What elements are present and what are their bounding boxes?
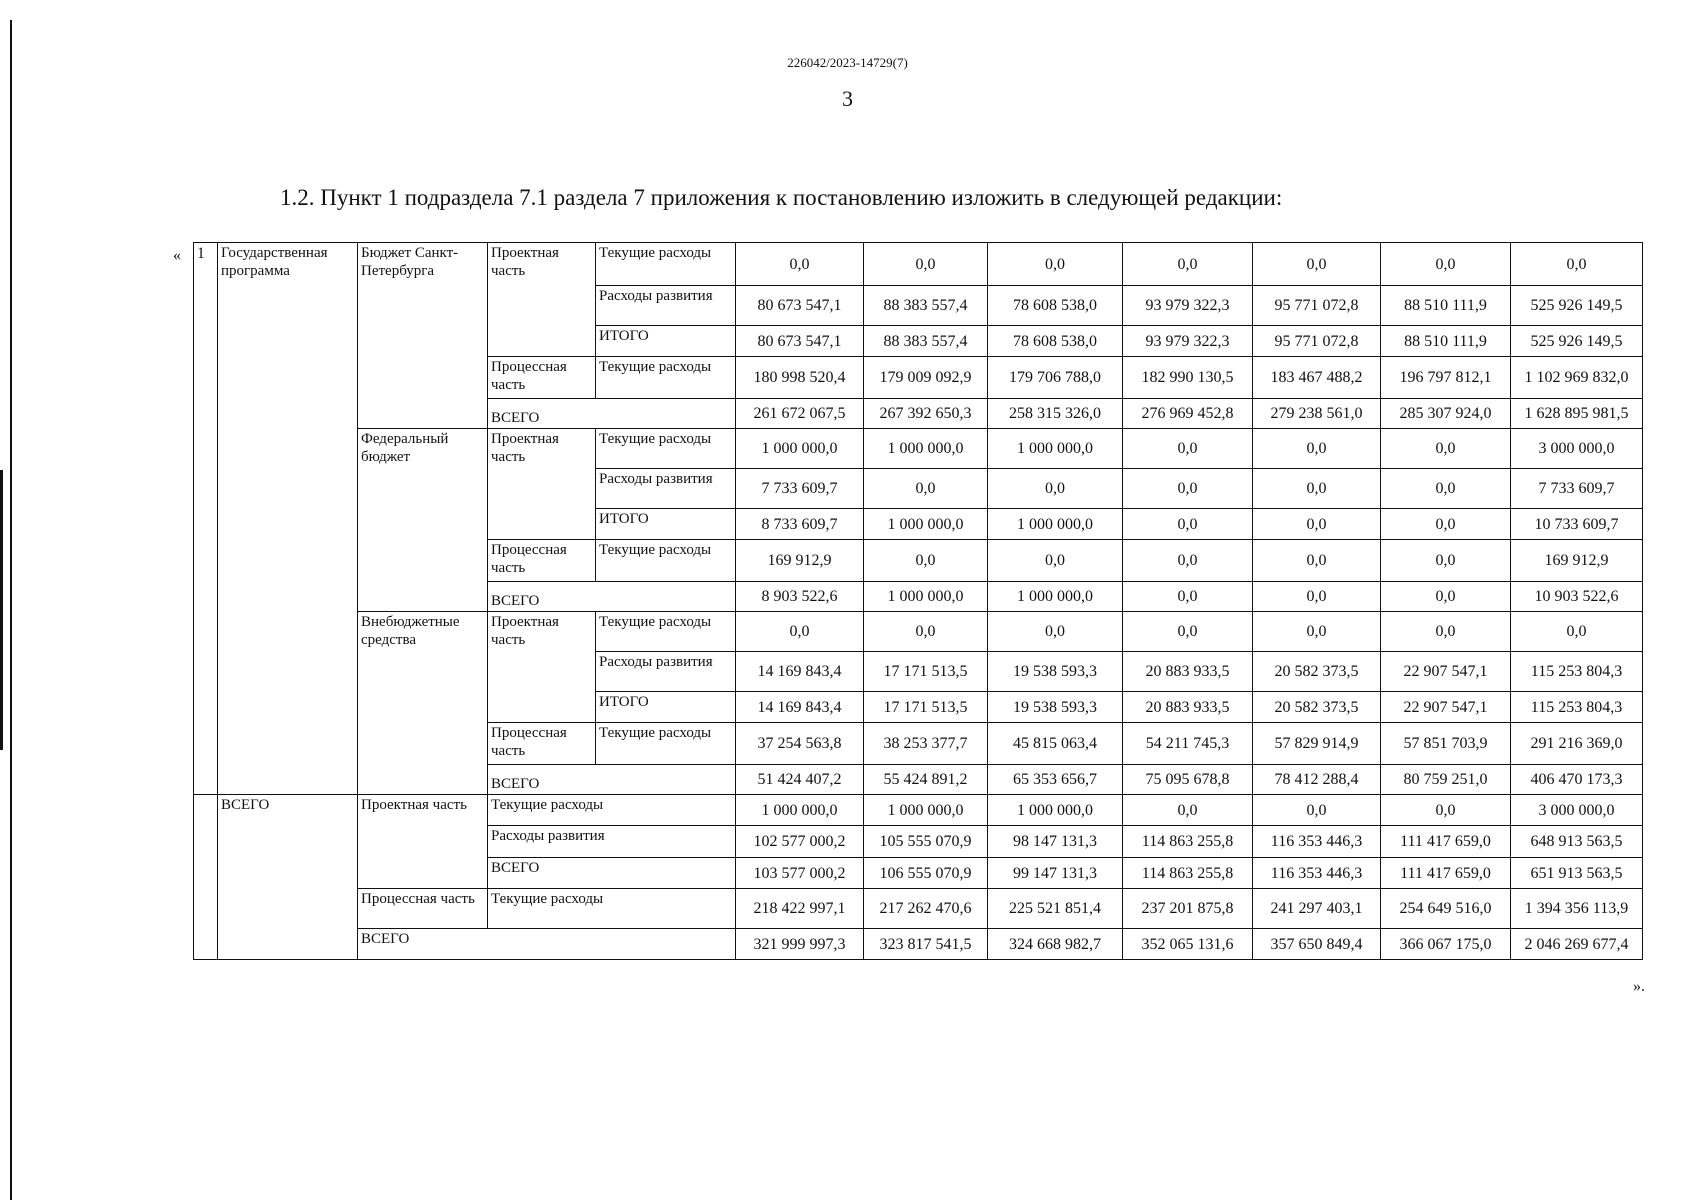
project-itogo-value-6: 88 510 111,9: [1381, 326, 1511, 357]
total-project-current-value-1: 1 000 000,0: [736, 795, 864, 826]
project-current-value-7: 0,0: [1511, 243, 1643, 286]
source-vsego-value-5: 0,0: [1253, 582, 1381, 612]
project-development-value-7: 115 253 804,3: [1511, 652, 1643, 692]
scan-margin-line-left: [10, 20, 12, 1200]
project-development-value-5: 95 771 072,8: [1253, 286, 1381, 326]
project-development-value-2: 0,0: [864, 469, 988, 509]
current-expenses-label: Текущие расходы: [596, 357, 736, 399]
process-current-value-6: 0,0: [1381, 540, 1511, 582]
grand-total-value-7: 2 046 269 677,4: [1511, 929, 1643, 960]
total-project-current-value-4: 0,0: [1123, 795, 1253, 826]
project-part-label: Проектная часть: [358, 795, 488, 889]
project-development-value-7: 7 733 609,7: [1511, 469, 1643, 509]
project-current-value-1: 0,0: [736, 612, 864, 652]
project-itogo-value-2: 1 000 000,0: [864, 509, 988, 540]
current-expenses-label: Текущие расходы: [596, 243, 736, 286]
process-current-value-6: 196 797 812,1: [1381, 357, 1511, 399]
total-process-current-value-5: 241 297 403,1: [1253, 889, 1381, 929]
project-itogo-value-5: 0,0: [1253, 509, 1381, 540]
current-expenses-label: Текущие расходы: [596, 429, 736, 469]
project-itogo-value-3: 1 000 000,0: [988, 509, 1123, 540]
total-project-vsego-value-4: 114 863 255,8: [1123, 858, 1253, 889]
project-development-value-4: 93 979 322,3: [1123, 286, 1253, 326]
total-project-current-value-7: 3 000 000,0: [1511, 795, 1643, 826]
project-current-value-3: 0,0: [988, 612, 1123, 652]
process-part-label: Процессная часть: [358, 889, 488, 929]
project-current-value-7: 0,0: [1511, 612, 1643, 652]
total-project-current-value-3: 1 000 000,0: [988, 795, 1123, 826]
scan-margin-line-inner: [0, 470, 3, 750]
process-current-value-7: 1 102 969 832,0: [1511, 357, 1643, 399]
total-project-development-value-7: 648 913 563,5: [1511, 826, 1643, 858]
vsego-label: ВСЕГО: [488, 582, 736, 612]
grand-total-value-4: 352 065 131,6: [1123, 929, 1253, 960]
project-current-value-4: 0,0: [1123, 612, 1253, 652]
process-current-value-3: 45 815 063,4: [988, 723, 1123, 765]
process-current-value-3: 179 706 788,0: [988, 357, 1123, 399]
project-part-label: Проектная часть: [488, 612, 596, 723]
project-itogo-value-1: 80 673 547,1: [736, 326, 864, 357]
process-current-value-1: 37 254 563,8: [736, 723, 864, 765]
project-current-value-5: 0,0: [1253, 612, 1381, 652]
project-itogo-value-3: 19 538 593,3: [988, 692, 1123, 723]
source-vsego-value-3: 258 315 326,0: [988, 399, 1123, 429]
process-current-value-4: 182 990 130,5: [1123, 357, 1253, 399]
total-project-development-value-1: 102 577 000,2: [736, 826, 864, 858]
project-current-value-1: 1 000 000,0: [736, 429, 864, 469]
project-itogo-value-5: 95 771 072,8: [1253, 326, 1381, 357]
process-current-value-2: 179 009 092,9: [864, 357, 988, 399]
current-expenses-label: Текущие расходы: [488, 795, 736, 826]
project-current-value-4: 0,0: [1123, 429, 1253, 469]
source-vsego-value-5: 78 412 288,4: [1253, 765, 1381, 795]
grand-total-value-3: 324 668 982,7: [988, 929, 1123, 960]
total-label: ВСЕГО: [218, 795, 358, 960]
project-itogo-value-4: 0,0: [1123, 509, 1253, 540]
source-vsego-value-7: 406 470 173,3: [1511, 765, 1643, 795]
project-current-value-7: 3 000 000,0: [1511, 429, 1643, 469]
source-vsego-value-1: 51 424 407,2: [736, 765, 864, 795]
project-current-value-3: 1 000 000,0: [988, 429, 1123, 469]
project-itogo-value-1: 14 169 843,4: [736, 692, 864, 723]
grand-total-value-2: 323 817 541,5: [864, 929, 988, 960]
project-current-value-2: 0,0: [864, 612, 988, 652]
source-vsego-value-1: 261 672 067,5: [736, 399, 864, 429]
vsego-label: ВСЕГО: [488, 399, 736, 429]
current-expenses-label: Текущие расходы: [488, 889, 736, 929]
program-label: Государственная программа: [218, 243, 358, 795]
source-vsego-value-1: 8 903 522,6: [736, 582, 864, 612]
project-development-value-6: 0,0: [1381, 469, 1511, 509]
total-project-development-value-4: 114 863 255,8: [1123, 826, 1253, 858]
project-development-value-2: 88 383 557,4: [864, 286, 988, 326]
process-current-value-2: 38 253 377,7: [864, 723, 988, 765]
development-expenses-label: Расходы развития: [488, 826, 736, 858]
total-project-vsego-value-2: 106 555 070,9: [864, 858, 988, 889]
project-itogo-value-1: 8 733 609,7: [736, 509, 864, 540]
process-current-value-5: 0,0: [1253, 540, 1381, 582]
total-process-current-value-4: 237 201 875,8: [1123, 889, 1253, 929]
section-heading: 1.2. Пункт 1 подраздела 7.1 раздела 7 приложения к постановлению изложить в следующей редакции:: [280, 185, 1283, 210]
total-project-vsego-value-6: 111 417 659,0: [1381, 858, 1511, 889]
budget-table: [193, 242, 1643, 960]
current-expenses-label: Текущие расходы: [596, 723, 736, 765]
source-vsego-value-4: 75 095 678,8: [1123, 765, 1253, 795]
project-development-value-6: 22 907 547,1: [1381, 652, 1511, 692]
total-process-current-value-2: 217 262 470,6: [864, 889, 988, 929]
total-process-current-value-7: 1 394 356 113,9: [1511, 889, 1643, 929]
project-part-label: Проектная часть: [488, 429, 596, 540]
project-current-value-1: 0,0: [736, 243, 864, 286]
project-part-label: Проектная часть: [488, 243, 596, 357]
process-part-label: Процессная часть: [488, 357, 596, 399]
process-part-label: Процессная часть: [488, 723, 596, 765]
project-itogo-value-3: 78 608 538,0: [988, 326, 1123, 357]
source-vsego-value-2: 55 424 891,2: [864, 765, 988, 795]
process-current-value-1: 180 998 520,4: [736, 357, 864, 399]
project-itogo-value-6: 0,0: [1381, 509, 1511, 540]
source-vsego-value-7: 10 903 522,6: [1511, 582, 1643, 612]
source-vsego-value-7: 1 628 895 981,5: [1511, 399, 1643, 429]
total-project-development-value-3: 98 147 131,3: [988, 826, 1123, 858]
project-development-value-5: 20 582 373,5: [1253, 652, 1381, 692]
process-current-value-5: 57 829 914,9: [1253, 723, 1381, 765]
total-project-vsego-value-1: 103 577 000,2: [736, 858, 864, 889]
total-project-current-value-6: 0,0: [1381, 795, 1511, 826]
project-current-value-2: 1 000 000,0: [864, 429, 988, 469]
project-development-value-4: 20 883 933,5: [1123, 652, 1253, 692]
process-current-value-3: 0,0: [988, 540, 1123, 582]
vsego-label: ВСЕГО: [488, 765, 736, 795]
row-index: 1: [194, 243, 218, 795]
current-expenses-label: Текущие расходы: [596, 540, 736, 582]
project-current-value-6: 0,0: [1381, 429, 1511, 469]
project-current-value-3: 0,0: [988, 243, 1123, 286]
page-number: 3: [842, 86, 853, 111]
project-development-value-4: 0,0: [1123, 469, 1253, 509]
development-expenses-label: Расходы развития: [596, 652, 736, 692]
project-development-value-1: 80 673 547,1: [736, 286, 864, 326]
project-current-value-5: 0,0: [1253, 243, 1381, 286]
project-development-value-5: 0,0: [1253, 469, 1381, 509]
process-current-value-2: 0,0: [864, 540, 988, 582]
total-project-vsego-value-3: 99 147 131,3: [988, 858, 1123, 889]
source-vsego-value-4: 0,0: [1123, 582, 1253, 612]
project-current-value-6: 0,0: [1381, 243, 1511, 286]
source-vsego-value-2: 267 392 650,3: [864, 399, 988, 429]
process-current-value-4: 0,0: [1123, 540, 1253, 582]
process-current-value-4: 54 211 745,3: [1123, 723, 1253, 765]
project-itogo-value-2: 88 383 557,4: [864, 326, 988, 357]
current-expenses-label: Текущие расходы: [596, 612, 736, 652]
project-current-value-5: 0,0: [1253, 429, 1381, 469]
total-project-vsego-value-5: 116 353 446,3: [1253, 858, 1381, 889]
project-development-value-3: 78 608 538,0: [988, 286, 1123, 326]
total-project-development-value-2: 105 555 070,9: [864, 826, 988, 858]
source-vsego-value-3: 65 353 656,7: [988, 765, 1123, 795]
total-process-current-value-1: 218 422 997,1: [736, 889, 864, 929]
source-name: Внебюджетные средства: [358, 612, 488, 795]
itogo-label: ИТОГО: [596, 692, 736, 723]
total-process-current-value-3: 225 521 851,4: [988, 889, 1123, 929]
source-vsego-value-2: 1 000 000,0: [864, 582, 988, 612]
itogo-label: ИТОГО: [596, 326, 736, 357]
empty-index-cell: [194, 795, 218, 960]
project-development-value-2: 17 171 513,5: [864, 652, 988, 692]
closing-quote: ».: [1633, 978, 1645, 995]
project-itogo-value-7: 115 253 804,3: [1511, 692, 1643, 723]
itogo-label: ИТОГО: [596, 509, 736, 540]
project-itogo-value-4: 20 883 933,5: [1123, 692, 1253, 723]
total-project-development-value-6: 111 417 659,0: [1381, 826, 1511, 858]
project-itogo-value-2: 17 171 513,5: [864, 692, 988, 723]
development-expenses-label: Расходы развития: [596, 469, 736, 509]
process-current-value-1: 169 912,9: [736, 540, 864, 582]
document-number: 226042/2023-14729(7): [787, 55, 908, 70]
project-itogo-value-4: 93 979 322,3: [1123, 326, 1253, 357]
source-vsego-value-5: 279 238 561,0: [1253, 399, 1381, 429]
grand-total-value-6: 366 067 175,0: [1381, 929, 1511, 960]
process-current-value-7: 291 216 369,0: [1511, 723, 1643, 765]
project-development-value-1: 7 733 609,7: [736, 469, 864, 509]
source-name: Федеральный бюджет: [358, 429, 488, 612]
project-development-value-7: 525 926 149,5: [1511, 286, 1643, 326]
total-project-vsego-value-7: 651 913 563,5: [1511, 858, 1643, 889]
project-itogo-value-7: 10 733 609,7: [1511, 509, 1643, 540]
project-current-value-2: 0,0: [864, 243, 988, 286]
opening-quote: «: [173, 247, 181, 264]
grand-total-value-5: 357 650 849,4: [1253, 929, 1381, 960]
project-current-value-6: 0,0: [1381, 612, 1511, 652]
budget-table-body: [194, 243, 1643, 960]
project-itogo-value-5: 20 582 373,5: [1253, 692, 1381, 723]
source-name: Бюджет Санкт-Петербурга: [358, 243, 488, 429]
process-current-value-5: 183 467 488,2: [1253, 357, 1381, 399]
grand-total-value-1: 321 999 997,3: [736, 929, 864, 960]
development-expenses-label: Расходы развития: [596, 286, 736, 326]
vsego-label: ВСЕГО: [488, 858, 736, 889]
project-development-value-3: 19 538 593,3: [988, 652, 1123, 692]
grand-vsego-label: ВСЕГО: [358, 929, 736, 960]
process-current-value-6: 57 851 703,9: [1381, 723, 1511, 765]
project-itogo-value-7: 525 926 149,5: [1511, 326, 1643, 357]
source-vsego-value-3: 1 000 000,0: [988, 582, 1123, 612]
project-itogo-value-6: 22 907 547,1: [1381, 692, 1511, 723]
project-development-value-1: 14 169 843,4: [736, 652, 864, 692]
source-vsego-value-4: 276 969 452,8: [1123, 399, 1253, 429]
project-development-value-3: 0,0: [988, 469, 1123, 509]
total-process-current-value-6: 254 649 516,0: [1381, 889, 1511, 929]
process-part-label: Процессная часть: [488, 540, 596, 582]
total-project-current-value-2: 1 000 000,0: [864, 795, 988, 826]
project-development-value-6: 88 510 111,9: [1381, 286, 1511, 326]
process-current-value-7: 169 912,9: [1511, 540, 1643, 582]
source-vsego-value-6: 0,0: [1381, 582, 1511, 612]
total-project-development-value-5: 116 353 446,3: [1253, 826, 1381, 858]
total-project-current-value-5: 0,0: [1253, 795, 1381, 826]
project-current-value-4: 0,0: [1123, 243, 1253, 286]
source-vsego-value-6: 285 307 924,0: [1381, 399, 1511, 429]
source-vsego-value-6: 80 759 251,0: [1381, 765, 1511, 795]
